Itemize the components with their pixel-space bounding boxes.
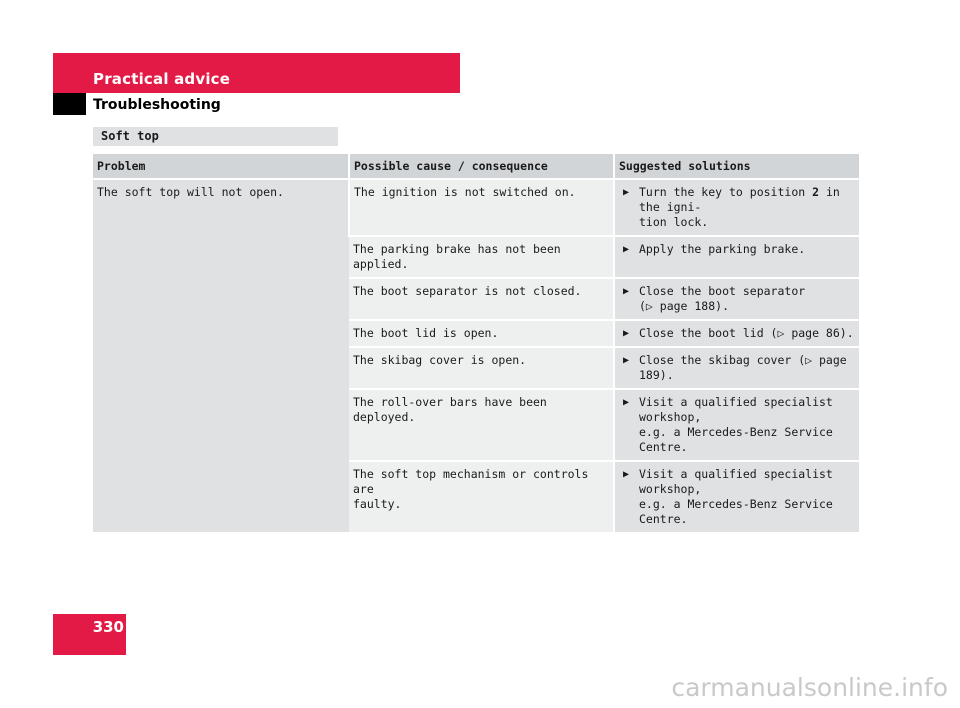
cause-cell: The boot lid is open. [349,320,614,347]
cause-cell: The ignition is not switched on. [349,179,614,236]
solution-cell [614,179,859,236]
problem-cell: The soft top will not open. [93,179,349,533]
solution-text: Visit a qualified specialist workshop, e.g. a Mercedes-Benz Service Centre. [639,467,833,526]
cause-cell: The boot separator is not closed. [349,278,614,320]
chapter-header [53,53,460,93]
page-number: 330 [92,618,124,636]
cause-cell: The soft top mechanism or controls are faulty. [349,461,614,533]
column-header-problem: Problem [93,154,349,179]
solution-text: Turn the key to position 2 in the igni- tion lock. [639,185,840,229]
cause-cell: The skibag cover is open. [349,347,614,389]
triangle-right-icon: ▶ [623,187,630,198]
table-header-row [93,154,859,179]
solution-text: Visit a qualified specialist workshop, e.g. a Mercedes-Benz Service Centre. [639,395,833,454]
solution-cell [614,236,859,278]
watermark: carmanualsonline.info [671,673,948,702]
solution-text: Close the boot lid (▷ page 86). [639,326,854,340]
cause-cell: The roll-over bars have been deployed. [349,389,614,461]
table-row [93,179,859,236]
solution-text: Apply the parking brake. [639,242,806,256]
solution-cell [614,278,859,320]
triangle-right-icon: ▶ [623,397,630,408]
solution-cell [614,347,859,389]
column-header-solutions: Suggested solutions [614,154,859,179]
table-caption: Soft top [93,127,338,146]
solution-text: Close the skibag cover (▷ page 189). [639,353,847,382]
triangle-right-icon: ▶ [623,286,630,297]
triangle-right-icon: ▶ [623,355,630,366]
solution-cell [614,320,859,347]
page-number-tab [53,614,126,655]
section-marker [53,93,86,115]
triangle-right-icon: ▶ [623,328,630,339]
cause-cell: The parking brake has not been applied. [349,236,614,278]
solution-cell [614,461,859,533]
triangle-right-icon: ▶ [623,469,630,480]
column-header-cause: Possible cause / consequence [349,154,614,179]
solution-text: Close the boot separator (▷ page 188). [639,284,806,313]
troubleshooting-table [93,154,859,534]
triangle-right-icon: ▶ [623,244,630,255]
section-title: Troubleshooting [93,97,221,113]
chapter-title: Practical advice [93,70,231,88]
solution-cell [614,389,859,461]
